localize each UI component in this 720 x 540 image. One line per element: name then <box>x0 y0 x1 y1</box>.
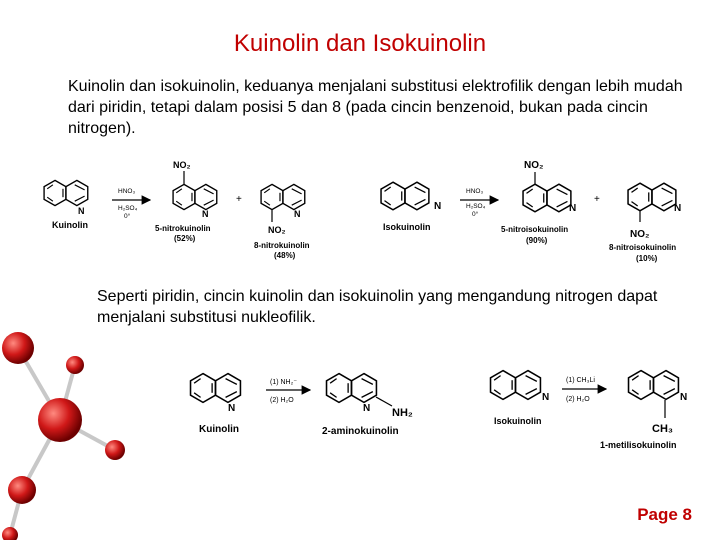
paragraph-electrophilic: Kuinolin dan isokuinolin, keduanya menjalani substitusi elektrofilik dengan lebih mudah dari piridin, tetapi dalam posisi 5 dan 8 (pada cincin benzenoid, bukan pada cincin nitrogen). <box>68 78 683 137</box>
quinoline-structure <box>44 180 88 205</box>
reagent-temperature: 0° <box>124 213 131 220</box>
scheme-quinoline-amination <box>191 374 413 437</box>
plus-sign: + <box>594 194 600 205</box>
reagent-hno3: HNO₃ <box>466 188 484 195</box>
amino-group-label: NH₂ <box>392 407 413 419</box>
page-number: Page 8 <box>637 505 692 524</box>
quinoline-structure <box>191 374 241 403</box>
yield-48-label: (48%) <box>274 251 296 260</box>
nitro-group-label: NO₂ <box>173 160 191 170</box>
product-5-nitroisokuinolin-label: 5-nitroisokuinolin <box>501 225 569 234</box>
nitroquinoline-8-structure <box>261 184 305 209</box>
reagent-methyllithium: (1) CH₃Li <box>566 377 595 384</box>
isoquinoline-structure <box>491 371 541 400</box>
nitro-group-label: NO₂ <box>524 160 544 171</box>
scheme-quinoline-nitration <box>44 160 310 260</box>
n-atom-label: N <box>78 206 85 216</box>
yield-90-label: (90%) <box>526 236 548 245</box>
n-atom-label: N <box>294 209 301 219</box>
n-atom-label: N <box>680 392 688 403</box>
reagent-water: (2) H₂O <box>566 396 590 403</box>
reagent-temperature: 0° <box>472 211 479 218</box>
isoquinoline-label: Isokuinolin <box>494 416 542 426</box>
yield-52-label: (52%) <box>174 234 196 243</box>
nitro-group-label: NO₂ <box>268 225 286 235</box>
nitro-group-label: NO₂ <box>630 229 650 240</box>
nitroquinoline-5-structure <box>173 184 217 209</box>
n-atom-label: N <box>434 201 442 212</box>
product-2-aminokuinolin-label: 2-aminokuinolin <box>322 426 399 437</box>
reagent-h2so4: H₂SO₄ <box>466 203 486 210</box>
paragraph-nucleophilic: Seperti piridin, cincin kuinolin dan isokuinolin yang mengandung nitrogen dapat menjalani substitusi nukleofilik. <box>97 288 658 326</box>
nitroisoquinoline-5-structure <box>523 184 571 212</box>
product-8-nitroisokuinolin-label: 8-nitroisokuinolin <box>609 243 677 252</box>
scheme-isoquinoline-methylation <box>491 371 688 450</box>
reagent-water: (2) H₂O <box>270 397 294 404</box>
methylisoquinoline-structure <box>629 371 679 400</box>
product-5-nitrokuinolin-label: 5-nitrokuinolin <box>155 224 211 233</box>
n-atom-label: N <box>363 403 371 414</box>
n-atom-label: N <box>202 209 209 219</box>
quinoline-label: Kuinolin <box>52 220 88 230</box>
product-8-nitrokuinolin-label: 8-nitrokuinolin <box>254 241 310 250</box>
n-atom-label: N <box>569 203 577 214</box>
n-atom-label: N <box>228 403 236 414</box>
slide-title: Kuinolin dan Isokuinolin <box>233 30 487 57</box>
product-1-metilisokuinolin-label: 1-metilisokuinolin <box>600 440 677 450</box>
methyl-group-label: CH₃ <box>652 423 673 435</box>
plus-sign: + <box>236 194 242 205</box>
aminoquinoline-structure <box>327 374 377 403</box>
isoquinoline-label: Isokuinolin <box>383 222 431 232</box>
nitroisoquinoline-8-structure <box>628 183 676 211</box>
yield-10-label: (10%) <box>636 254 658 263</box>
scheme-isoquinoline-nitration <box>381 160 681 263</box>
n-atom-label: N <box>542 392 550 403</box>
isoquinoline-structure <box>381 182 429 210</box>
reagent-h2so4: H₂SO₄ <box>118 205 138 212</box>
reagent-amide: (1) NH₂⁻ <box>270 379 298 386</box>
n-atom-label: N <box>674 203 682 214</box>
quinoline-label: Kuinolin <box>199 424 239 435</box>
reagent-hno3: HNO₃ <box>118 188 136 195</box>
